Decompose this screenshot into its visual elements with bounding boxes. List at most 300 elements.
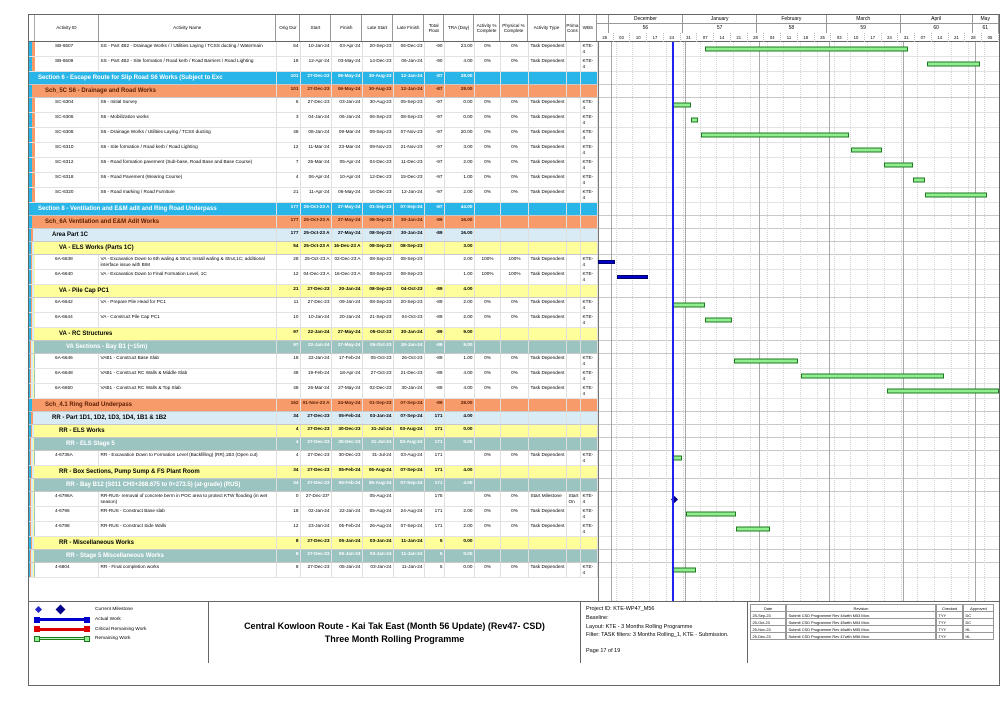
section-cell: 4 [277,438,301,450]
section-row[interactable] [29,216,999,229]
finish-date: 03-Jan-24 [332,98,363,112]
activity-row[interactable] [29,298,999,313]
activity-pct: 0% [475,384,501,398]
section-cell [567,412,581,424]
section-cell: 07-Sep-24 [394,399,425,411]
orig-dur: 4 [277,451,301,465]
activity-type: Task Dependent [529,451,567,465]
tra-days: 4.00 [445,57,475,71]
prima-cons [567,57,581,71]
gantt-cell [598,285,999,297]
timeline-week: 24 [882,33,899,42]
activity-row[interactable] [29,507,999,522]
physical-pct: 0% [501,563,529,577]
section-cell [501,242,529,254]
section-cell [567,85,581,97]
physical-pct: 0% [501,143,529,157]
activity-row[interactable] [29,255,999,270]
section-cell [501,85,529,97]
column-header[interactable]: Prima Cons [566,15,580,41]
timeline-week: 26 [597,33,614,42]
gantt-bar-remaining[interactable] [705,47,908,52]
timeline-week: 31 [898,33,915,42]
activity-name: VA - Construct Pile Cap PC1 [99,313,277,327]
activity-name: VAB1 - Construct Base Slab [99,354,277,368]
late-start: 27-Oct-23 [363,369,394,383]
total-float: -90 [425,57,445,71]
activity-id: SC-6310 [35,143,99,157]
timeline-week: 18 [798,33,815,42]
activity-name: S6 - Road Pavement (Wearing Course) [99,173,277,187]
orig-dur: 8 [277,563,301,577]
milestone-icon [34,606,90,613]
tra-days: 4.00 [445,369,475,383]
activity-row[interactable] [29,492,999,507]
section-cell: 27-Dec-23 [301,425,332,437]
column-header[interactable]: TRA (Day) [444,15,474,41]
activity-name: S6 - Initial Survey [99,98,277,112]
timeline-week: 10 [848,33,865,42]
gantt-cell [598,507,999,521]
gantt-bar-remaining[interactable] [691,118,698,123]
activity-rows [29,42,999,578]
section-cell [581,466,598,478]
late-start: 02-Dec-23 [363,384,394,398]
prima-cons [567,522,581,536]
tra-days: 0.00 [445,98,475,112]
gantt-bar-remaining[interactable] [705,318,731,323]
gantt-cell [598,173,999,187]
late-finish: 20-Sep-23 [394,298,425,312]
total-float [425,270,445,284]
activity-pct: 0% [475,128,501,142]
section-cell [581,425,598,437]
section-row[interactable] [29,479,999,492]
start-date: 12-Apr-24 [301,57,332,71]
tra-days: 2.00 [445,298,475,312]
late-start: 21-Sep-23 [363,313,394,327]
late-finish: 21-Nov-23 [394,143,425,157]
section-cell: 31-Jul-24 [363,425,394,437]
timeline-header [597,15,999,41]
gantt-cell [598,550,999,562]
activity-row[interactable] [29,158,999,173]
activity-row[interactable] [29,369,999,384]
section-cell [529,72,567,84]
section-cell: -89 [425,285,445,297]
late-finish: 11-Dec-23 [394,158,425,172]
section-cell: 11-Jan-24 [394,537,425,549]
gantt-bar-remaining[interactable] [887,389,999,394]
section-cell: -87 [425,72,445,84]
section-cell [567,550,581,562]
wbs: KTE-4 [581,98,598,112]
total-float: -97 [425,143,445,157]
section-name: Sch_5C S6 - Drainage and Road Works [35,85,277,97]
section-row[interactable] [29,203,999,216]
section-cell [501,203,529,215]
tra-days: 23.00 [445,42,475,56]
total-float: -89 [425,384,445,398]
activity-id: 6A-6642 [35,298,99,312]
physical-pct: 0% [501,128,529,142]
section-cell: 4.00 [445,412,475,424]
activity-row[interactable] [29,188,999,203]
section-name: Section 6 - Escape Route for Slip Road S6 Works (Subject to Exc [35,72,277,84]
column-header[interactable]: Start [300,15,331,41]
start-date: 10-Jan-24 [301,313,332,327]
activity-pct: 0% [475,158,501,172]
wbs: KTE-4 [581,507,598,521]
column-header[interactable]: Total Float [424,15,444,41]
section-cell: 07-Sep-24 [394,203,425,215]
activity-pct: 0% [475,298,501,312]
section-row[interactable] [29,425,999,438]
section-cell: 01-Nov-23 A [301,399,332,411]
activity-type: Task Dependent [529,354,567,368]
activity-name: SS - Part 4B2 - Drainage Works / / Utilities Laying / TCSS ducting / Watermain [99,42,277,56]
gantt-bar-remaining[interactable] [801,374,944,379]
physical-pct: 0% [501,354,529,368]
section-cell [529,203,567,215]
orig-dur: 48 [277,369,301,383]
gantt-cell [598,563,999,577]
physical-pct: 0% [501,113,529,127]
section-cell: 21 [277,285,301,297]
section-name: Sch_6A Ventilation and E&M Adit Works [35,216,277,228]
section-cell [501,438,529,450]
physical-pct: 0% [501,42,529,56]
orig-dur: 0 [277,492,301,506]
start-date: 23-Jan-24 [301,522,332,536]
section-cell [475,412,501,424]
legend [29,602,209,663]
total-float: 175 [425,492,445,506]
section-row[interactable] [29,328,999,341]
physical-pct: 0% [501,98,529,112]
late-finish: 11-Jan-24 [394,563,425,577]
section-row[interactable] [29,412,999,425]
timeline-month-stub [597,15,609,33]
gantt-cell [598,72,999,84]
section-cell: 4.00 [445,285,475,297]
prima-cons [567,255,581,269]
section-cell: -87 [425,203,445,215]
revision-row: 25-Dec-23 Submit CSD Programme Rev 47with M56 Mon. TYY HL [750,633,997,640]
timeline-week: 03 [831,33,848,42]
prima-cons [567,451,581,465]
physical-pct: 0% [501,522,529,536]
section-cell: 27-May-24 [332,216,363,228]
column-header[interactable]: Late Start [362,15,393,41]
section-cell: 27-Dec-23 [301,537,332,549]
timeline-month: February 58 [757,15,826,33]
activity-row[interactable] [29,42,999,57]
orig-dur: 21 [277,188,301,202]
late-start: 08-Sep-23 [363,270,394,284]
gantt-bar-remaining[interactable] [672,568,696,573]
activity-row[interactable] [29,522,999,537]
activity-type: Task Dependent [529,158,567,172]
section-cell [581,72,598,84]
timeline-week: 14 [714,33,731,42]
section-cell [475,328,501,340]
section-cell: 05-Oct-23 [363,341,394,353]
legend-label: Remaining Work [95,636,131,641]
section-cell: -89 [425,229,445,241]
tra-days: 4.00 [445,384,475,398]
tra-days: 1.00 [445,270,475,284]
section-cell [529,229,567,241]
activity-name: RR-RUS - Construct Base slab [99,507,277,521]
finish-date: 02-Dec-23 A [332,255,363,269]
section-cell [581,85,598,97]
column-header[interactable]: Finish [331,15,362,41]
section-row[interactable] [29,466,999,479]
section-cell: 05-Oct-23 [363,328,394,340]
gantt-bar-remaining[interactable] [672,303,705,308]
section-cell [475,285,501,297]
section-cell: 101 [277,85,301,97]
gantt-bar-remaining[interactable] [701,133,849,138]
wbs: KTE-4 [581,451,598,465]
physical-pct: 0% [501,384,529,398]
late-start: 20-Sep-23 [363,42,394,56]
activity-row[interactable] [29,128,999,143]
start-date: 08-Jan-24 [301,128,332,142]
section-cell: 25-Oct-23 A [301,216,332,228]
prima-cons [567,507,581,521]
activity-pct: 0% [475,492,501,506]
orig-dur: 18 [277,57,301,71]
finish-date: 09-Mar-24 [332,128,363,142]
activity-type: Task Dependent [529,128,567,142]
section-cell [581,203,598,215]
section-cell: 27-May-24 [332,328,363,340]
section-cell [425,242,445,254]
gantt-cell [598,537,999,549]
column-header[interactable]: Activity Type [528,15,566,41]
total-float: 171 [425,451,445,465]
gantt-cell [598,203,999,215]
start-date: 10-Jan-24 [301,42,332,56]
gantt-cell [598,188,999,202]
tra-days: 2.00 [445,255,475,269]
start-date: 06-Apr-24 [301,173,332,187]
gantt-bar-remaining[interactable] [672,456,682,461]
late-start: 09-Sep-23 [363,128,394,142]
gantt-cell [598,298,999,312]
activity-name: S6 - Road formation pavement (Sub-base, Road Base and Base Course) [99,158,277,172]
activity-id: SC-6308 [35,128,99,142]
section-cell [567,229,581,241]
wbs: KTE-4 [581,563,598,577]
gantt-bar-actual[interactable] [598,260,615,264]
remaining-icon [34,636,90,642]
section-name: RR - Stage 5 Miscellaneous Works [35,550,277,562]
section-cell: 30-Aug-23 [363,85,394,97]
activity-pct: 0% [475,188,501,202]
activity-row[interactable] [29,354,999,369]
activity-row[interactable] [29,563,999,578]
gantt-bar-remaining[interactable] [672,103,691,108]
section-cell: 30-Jan-24 [394,216,425,228]
section-row[interactable] [29,242,999,255]
section-cell: 34 [277,479,301,491]
gantt-cell [598,255,999,269]
section-row[interactable] [29,285,999,298]
total-float: -89 [425,354,445,368]
gantt-bar-remaining[interactable] [925,193,987,198]
finish-date: 05-Apr-24 [332,158,363,172]
prima-cons [567,98,581,112]
late-finish: 12-Jan-24 [394,188,425,202]
section-cell: 5 [425,550,445,562]
column-header[interactable]: Physical % Complete [500,15,528,41]
gantt-cell [598,128,999,142]
activity-id: 6A-6650 [35,384,99,398]
wbs: KTE-4 [581,369,598,383]
late-start: 04-Dec-23 [363,158,394,172]
activity-type: Task Dependent [529,113,567,127]
section-name: VA - ELS Works (Parts 1C) [35,242,277,254]
section-row[interactable] [29,229,999,242]
activity-pct: 0% [475,522,501,536]
section-row[interactable] [29,550,999,563]
revision-row: 25-Oct-23 Submit CSD Programme Rev 45with M54 Mon. TYY DC [750,619,997,626]
column-header[interactable]: Activity ID [35,15,99,41]
section-row[interactable] [29,399,999,412]
section-cell [567,328,581,340]
section-cell: 03-Jan-24 [363,412,394,424]
activity-type: Task Dependent [529,270,567,284]
prima-cons [567,42,581,56]
timeline-month: April 60 [901,15,973,33]
wbs: KTE-4 [581,188,598,202]
tra-days: 2.00 [445,522,475,536]
activity-type: Task Dependent [529,522,567,536]
section-cell [567,203,581,215]
section-cell: 16.00 [445,229,475,241]
section-cell: 171 [425,438,445,450]
orig-dur: 4 [277,173,301,187]
timeline-week: 03 [614,33,631,42]
orig-dur: 48 [277,128,301,142]
page-number: Page 17 of 19 [586,648,621,655]
finish-date: 05-Jan-24 [332,563,363,577]
timeline-month: December 56 [609,15,683,33]
activity-row[interactable] [29,143,999,158]
activity-row[interactable] [29,384,999,399]
activity-row[interactable] [29,98,999,113]
section-row[interactable] [29,72,999,85]
column-header[interactable]: Activity Name [99,15,277,41]
section-cell: 05-Feb-24 [332,466,363,478]
legend-label: Critical Remaining Work [95,626,147,632]
timeline-week: 07 [697,33,714,42]
gantt-cell [598,451,999,465]
gantt-bar-actual[interactable] [617,275,648,279]
activity-name: VA - Excavation Down to Final Formation Level, 1C [99,270,277,284]
gantt-cell [598,57,999,71]
physical-pct: 0% [501,451,529,465]
activity-row[interactable] [29,451,999,466]
section-cell: 27-Dec-23 [301,466,332,478]
column-header[interactable]: Activity % Complete [474,15,500,41]
activity-row[interactable] [29,270,999,285]
activity-row[interactable] [29,57,999,72]
milestone-marker[interactable] [671,495,678,502]
activity-row[interactable] [29,173,999,188]
section-row[interactable] [29,537,999,550]
late-finish: 03-Aug-24 [394,451,425,465]
gantt-bar-remaining[interactable] [913,178,925,183]
activity-name: S6 - Mobilization works [99,113,277,127]
section-row[interactable] [29,85,999,98]
timeline-week: 14 [932,33,949,42]
finish-date: 23-Mar-24 [332,143,363,157]
legend-item [34,617,203,623]
section-cell: 3.00 [445,242,475,254]
activity-type: Task Dependent [529,563,567,577]
column-header[interactable]: WBS [580,15,597,41]
section-row[interactable] [29,341,999,354]
section-cell: 0.00 [445,425,475,437]
section-cell [567,72,581,84]
column-header[interactable]: Late Finish [393,15,424,41]
late-start: 16-Dec-23 [363,188,394,202]
revision-row: 25-Sep-23 Submit CSD Programme Rev 44with M53 Mon. TYY DC [750,612,997,619]
gantt-cell [598,158,999,172]
section-cell: 04-Oct-23 [394,285,425,297]
timeline-week: 28 [965,33,982,42]
column-header[interactable]: Orig Dur [276,15,300,41]
timeline-week: 24 [664,33,681,42]
gantt-bar-remaining[interactable] [736,527,769,532]
section-name: Section 8 - Ventilation and E&M adit and Ring Road Underpass [35,203,277,215]
total-float: -89 [425,369,445,383]
section-row[interactable] [29,438,999,451]
gantt-bar-remaining[interactable] [734,359,798,364]
activity-row[interactable] [29,113,999,128]
section-cell: 07-Sep-24 [394,412,425,424]
gantt-bar-remaining[interactable] [927,62,980,67]
section-cell [529,425,567,437]
gantt-bar-remaining[interactable] [686,512,736,517]
total-float: -97 [425,98,445,112]
section-cell [501,229,529,241]
section-cell [475,341,501,353]
gantt-bar-remaining[interactable] [851,148,882,153]
section-cell: -89 [425,216,445,228]
activity-pct: 0% [475,113,501,127]
tra-days: 1.00 [445,173,475,187]
section-cell: 03-Jan-24 [363,550,394,562]
section-cell: 28.00 [445,399,475,411]
activity-row[interactable] [29,313,999,328]
activity-pct: 100% [475,255,501,269]
section-cell [475,203,501,215]
revision-col-header: Approved [963,604,994,612]
activity-name: SS - Part 4B2 - Site formation / Road kerb / Road Barriers / Road Lighting [99,57,277,71]
gantt-cell [598,492,999,506]
critical-icon [34,626,90,632]
gantt-bar-remaining[interactable] [884,163,913,168]
section-cell [475,438,501,450]
activity-type: Task Dependent [529,188,567,202]
section-cell: 171 [425,425,445,437]
physical-pct: 0% [501,313,529,327]
